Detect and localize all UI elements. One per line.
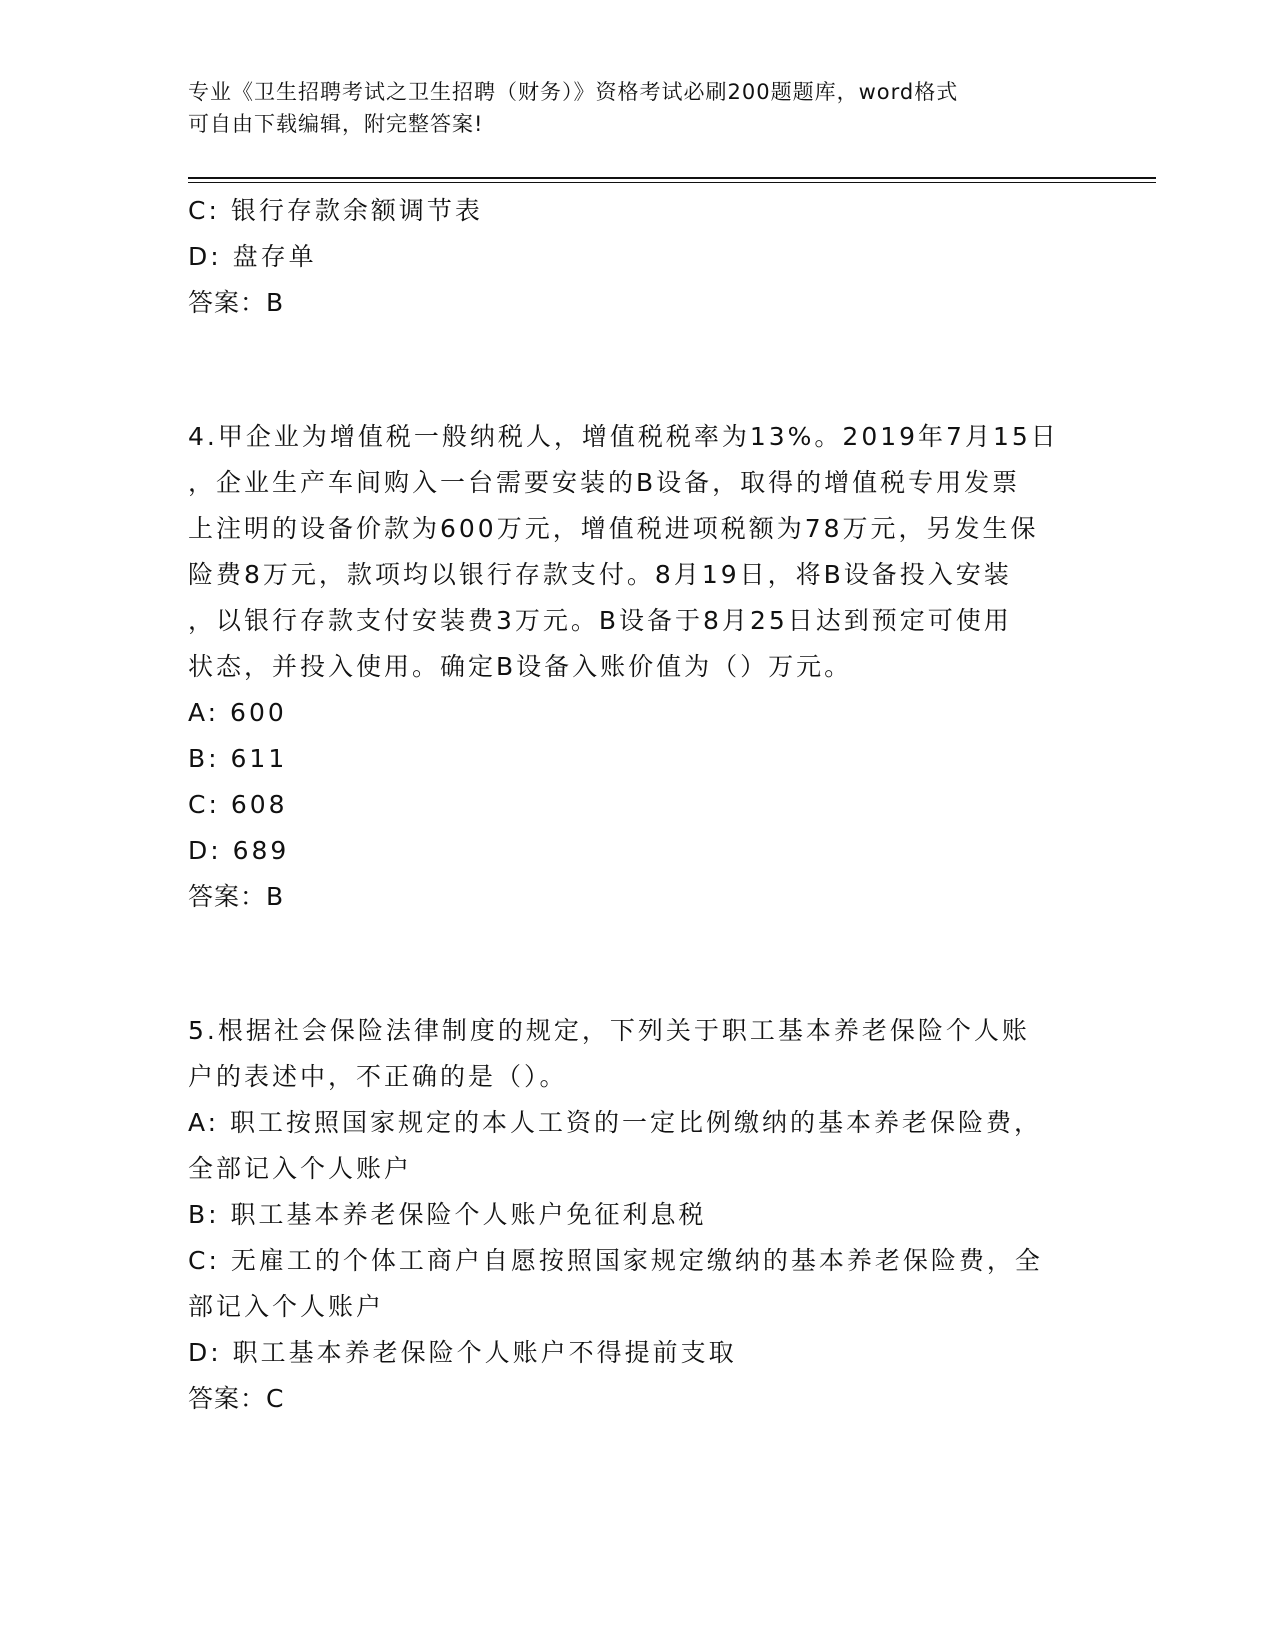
- q4-option-b: B: 611: [188, 744, 288, 773]
- spacer: [188, 920, 1088, 1008]
- q4-stem-line: 险费8万元，款项均以银行存款支付。8月19日，将B设备投入安装: [188, 560, 1012, 589]
- q5-option-a: A: 职工按照国家规定的本人工资的一定比例缴纳的基本养老保险费，: [188, 1108, 1043, 1137]
- q5-stem-line: 户的表述中，不正确的是（）。: [188, 1062, 568, 1091]
- question-5: [188, 1008, 1088, 1422]
- spacer: [188, 326, 1088, 414]
- question-3-tail: [188, 188, 1088, 326]
- q4-answer: 答案：B: [188, 882, 285, 911]
- q5-answer: 答案：C: [188, 1384, 285, 1413]
- q4-stem-line: 上注明的设备价款为600万元，增值税进项税额为78万元，另发生保: [188, 514, 1039, 543]
- q4-option-a: A: 600: [188, 698, 287, 727]
- q3-answer: 答案：B: [188, 288, 285, 317]
- question-content: [188, 188, 1088, 1422]
- question-4: [188, 414, 1088, 920]
- header-title-line-1: 专业《卫生招聘考试之卫生招聘（财务）》资格考试必刷200题题库，word格式: [188, 80, 959, 104]
- q5-option-a-continued: 全部记入个人账户: [188, 1154, 413, 1183]
- q3-option-d: D: 盘存单: [188, 242, 317, 271]
- q4-stem-line: ，企业生产车间购入一台需要安装的B设备，取得的增值税专用发票: [188, 468, 1021, 497]
- q4-option-c: C: 608: [188, 790, 288, 819]
- q5-option-d: D: 职工基本养老保险个人账户不得提前支取: [188, 1338, 737, 1367]
- header-title-line-2: 可自由下载编辑，附完整答案!: [188, 112, 484, 136]
- q4-option-d: D: 689: [188, 836, 290, 865]
- header-divider-thin: [188, 182, 1156, 183]
- q5-option-c: C: 无雇工的个体工商户自愿按照国家规定缴纳的基本养老保险费，全: [188, 1246, 1043, 1275]
- q4-stem-line: 状态，并投入使用。确定B设备入账价值为（）万元。: [188, 652, 853, 681]
- q4-stem-line: 4.甲企业为增值税一般纳税人，增值税税率为13%。2019年7月15日: [188, 422, 1059, 451]
- q3-option-c: C: 银行存款余额调节表: [188, 196, 483, 225]
- q5-stem-line: 5.根据社会保险法律制度的规定，下列关于职工基本养老保险个人账: [188, 1016, 1030, 1045]
- document-header: [188, 76, 1068, 140]
- q4-stem-line: ，以银行存款支付安装费3万元。B设备于8月25日达到预定可使用: [188, 606, 1012, 635]
- q5-option-b: B: 职工基本养老保险个人账户免征利息税: [188, 1200, 707, 1229]
- header-divider-thick: [188, 177, 1156, 179]
- q5-option-c-continued: 部记入个人账户: [188, 1292, 385, 1321]
